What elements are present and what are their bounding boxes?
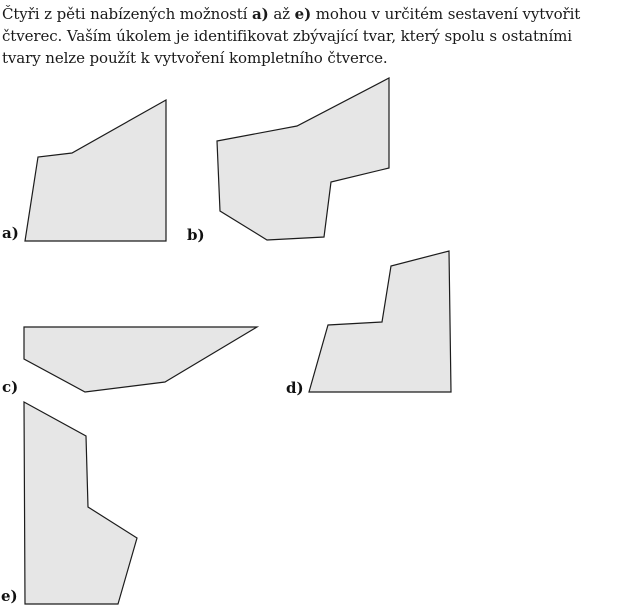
shape-e-label: e) [1,587,18,605]
option-reference-bold: e) [294,5,312,23]
shape-e-polygon [24,402,137,604]
instruction-text: až [268,5,295,23]
shape-b-polygon [217,78,389,240]
instruction-text: čtverec. Vaším úkolem je identifikovat zbývající tvar, který spolu s ostatními [2,27,572,45]
shape-d-label: d) [286,379,304,397]
option-reference-bold: a) [252,5,269,23]
shape-c-label: c) [2,378,19,396]
shape-c-polygon [24,327,257,392]
shape-d-polygon [309,251,451,392]
instruction-text: mohou v určitém sestavení vytvořit [311,5,581,23]
shape-b-label: b) [187,226,205,244]
instruction-text: tvary nelze použít k vytvoření kompletního čtverce. [2,49,388,67]
shape-a-label: a) [2,224,19,242]
shape-a-polygon [25,100,166,241]
instruction-text: Čtyři z pěti nabízených možností [2,5,253,23]
